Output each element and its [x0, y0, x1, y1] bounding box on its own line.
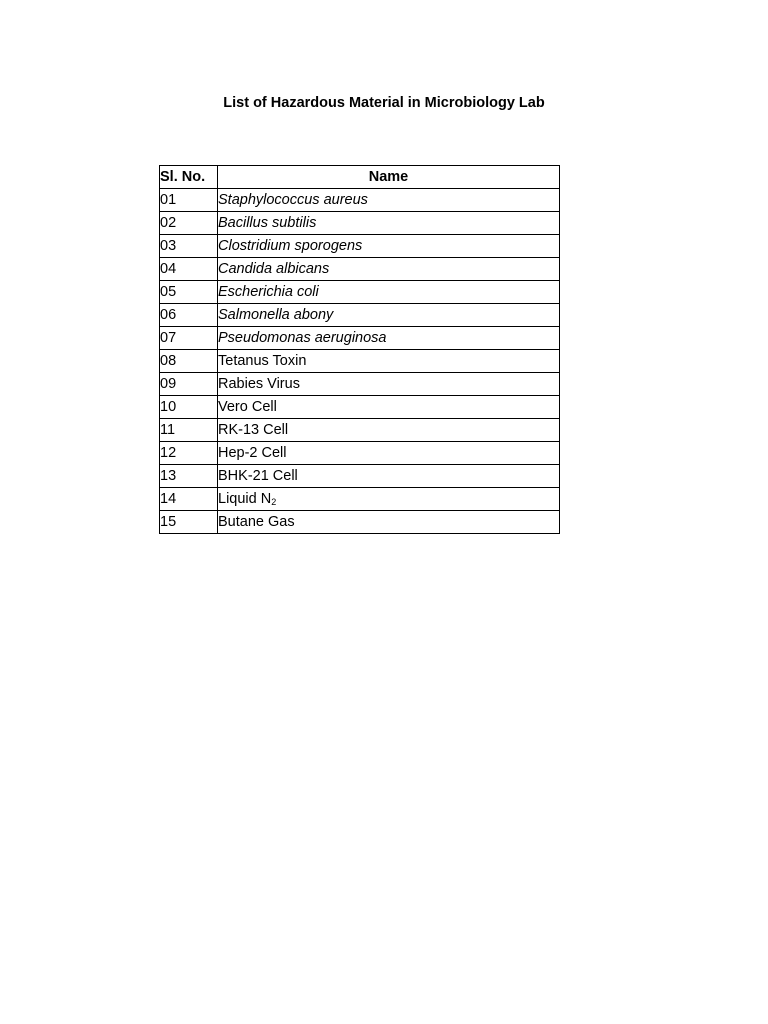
- row-name: [218, 419, 560, 442]
- row-sl-no: 14: [160, 488, 218, 511]
- table-row: [160, 235, 560, 258]
- row-sl-no: 05: [160, 281, 218, 304]
- row-sl-no: 09: [160, 373, 218, 396]
- row-name: [218, 465, 560, 488]
- row-name-text: Rabies Virus: [218, 376, 300, 392]
- table-row: [160, 189, 560, 212]
- row-name-text: Salmonella abony: [218, 307, 334, 323]
- table-row: [160, 304, 560, 327]
- row-name: [218, 373, 560, 396]
- table-row: [160, 488, 560, 511]
- row-name: [218, 442, 560, 465]
- table-header-row: [160, 166, 560, 189]
- row-name-text: Escherichia coli: [218, 284, 319, 300]
- row-name-text: RK-13 Cell: [218, 422, 289, 438]
- row-name: [218, 350, 560, 373]
- row-name-text: Candida albicans: [218, 261, 330, 277]
- row-name-text: Liquid N: [218, 491, 272, 507]
- row-name-text: Hep-2 Cell: [218, 445, 287, 461]
- row-sl-no: 06: [160, 304, 218, 327]
- table-row: [160, 442, 560, 465]
- row-sl-no: 02: [160, 212, 218, 235]
- row-name-text: Pseudomonas aeruginosa: [218, 330, 387, 346]
- row-name: [218, 396, 560, 419]
- row-sl-no: 11: [160, 419, 218, 442]
- row-name-text: Bacillus subtilis: [218, 215, 317, 231]
- row-name: [218, 281, 560, 304]
- row-sl-no: 10: [160, 396, 218, 419]
- row-sl-no: 04: [160, 258, 218, 281]
- row-name: [218, 235, 560, 258]
- table-row: [160, 350, 560, 373]
- row-name: [218, 488, 560, 511]
- row-name: [218, 304, 560, 327]
- table-row: [160, 396, 560, 419]
- row-sl-no: 03: [160, 235, 218, 258]
- table-row: [160, 212, 560, 235]
- table-row: [160, 511, 560, 534]
- row-sl-no: 07: [160, 327, 218, 350]
- table-row: [160, 258, 560, 281]
- row-name: [218, 511, 560, 534]
- table-row: [160, 327, 560, 350]
- hazardous-material-table: [159, 165, 560, 534]
- row-name-text: BHK-21 Cell: [218, 468, 298, 484]
- column-header-name: Name: [218, 166, 560, 189]
- table-row: [160, 419, 560, 442]
- row-name-text: Staphylococcus aureus: [218, 192, 368, 208]
- row-sl-no: 08: [160, 350, 218, 373]
- row-name-text: Vero Cell: [218, 399, 277, 415]
- row-name-text: Tetanus Toxin: [218, 353, 307, 369]
- row-name-text: Butane Gas: [218, 514, 295, 530]
- table-row: [160, 373, 560, 396]
- table-row: [160, 465, 560, 488]
- row-sl-no: 12: [160, 442, 218, 465]
- row-name: [218, 189, 560, 212]
- row-name-text: Clostridium sporogens: [218, 238, 363, 254]
- row-sl-no: 13: [160, 465, 218, 488]
- row-sl-no: 15: [160, 511, 218, 534]
- table-row: [160, 281, 560, 304]
- table-body: [160, 189, 560, 534]
- row-name: [218, 327, 560, 350]
- row-name: [218, 212, 560, 235]
- column-header-sl-no: Sl. No.: [160, 166, 218, 189]
- row-name-subscript: 2: [271, 497, 277, 507]
- page-title: List of Hazardous Material in Microbiology Lab: [223, 95, 545, 111]
- row-sl-no: 01: [160, 189, 218, 212]
- row-name: [218, 258, 560, 281]
